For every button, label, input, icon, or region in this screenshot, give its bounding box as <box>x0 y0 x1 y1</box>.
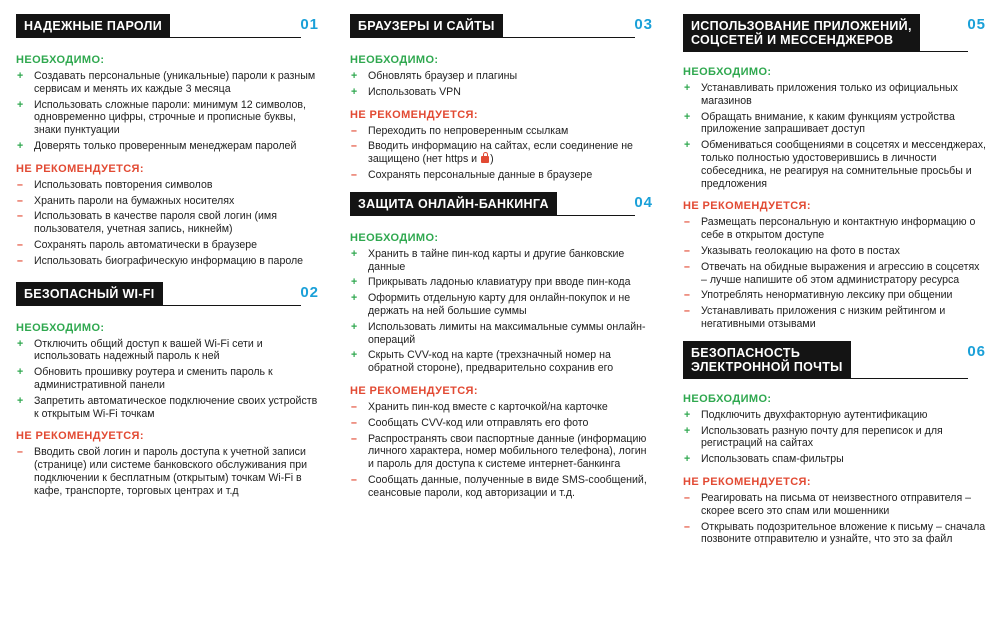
need-item-text: Доверять только проверенным менеджерам паролей <box>34 139 297 152</box>
not-recommended-item <box>16 195 321 208</box>
minus-icon: – <box>17 194 23 207</box>
section-title: БЕЗОПАСНЫЙ WI-FI <box>16 282 163 305</box>
not-recommended-label: НЕ РЕКОМЕНДУЕТСЯ: <box>350 108 478 121</box>
not-recommended-item-text: Хранить пароли на бумажных носителях <box>34 194 235 207</box>
need-label: НЕОБХОДИМО: <box>683 392 772 405</box>
minus-icon: – <box>17 254 23 267</box>
need-item <box>683 409 988 422</box>
header-rule <box>350 37 635 38</box>
section-number: 03 <box>630 16 653 33</box>
not-recommended-list <box>16 446 321 497</box>
need-item <box>350 70 655 83</box>
need-list <box>683 409 988 466</box>
not-recommended-item <box>16 446 321 497</box>
not-recommended-list <box>350 125 655 182</box>
section-01 <box>16 14 321 268</box>
column-1 <box>16 14 321 508</box>
need-label: НЕОБХОДИМО: <box>16 54 105 66</box>
not-recommended-item <box>683 261 988 287</box>
plus-icon: + <box>351 85 358 98</box>
plus-icon: + <box>351 276 358 289</box>
need-list <box>16 70 321 153</box>
plus-icon: + <box>351 349 358 362</box>
need-item-text: Скрыть CVV-код на карте (трехзначный номер на обратной стороне), предварительно сохранив его <box>368 349 614 375</box>
need-item-text: Устанавливать приложения только из официальных магазинов <box>701 82 958 107</box>
need-item-text: Использовать разную почту для переписок и для регистраций на сайтах <box>701 424 943 450</box>
minus-icon: – <box>684 520 690 533</box>
need-item-text: Обмениваться сообщениями в соцсетях и мессенджерах, только полностью удостоверившись в личности собеседника, не реагируя на сомнительные просьбы и предложения <box>701 139 986 190</box>
plus-icon: + <box>684 424 691 437</box>
need-item <box>16 140 321 153</box>
need-item <box>683 139 988 190</box>
minus-icon: – <box>684 244 690 257</box>
minus-icon: – <box>351 432 357 445</box>
section-header <box>683 341 988 379</box>
minus-icon: – <box>684 491 690 504</box>
plus-icon: + <box>17 98 24 111</box>
not-recommended-item <box>350 433 655 471</box>
not-recommended-item-text: Сообщать данные, полученные в виде SMS-сообщений, сеансовые пароли, код авторизации и т.д. <box>368 473 647 499</box>
need-item <box>350 86 655 99</box>
not-recommended-item-text: Хранить пин-код вместе с карточкой/на карточке <box>368 400 608 413</box>
section-number: 06 <box>963 343 986 360</box>
section-number: 04 <box>630 194 653 211</box>
plus-icon: + <box>17 366 24 379</box>
plus-icon: + <box>684 408 691 421</box>
need-item <box>350 276 655 289</box>
plus-icon: + <box>351 320 358 333</box>
not-recommended-item-text: Указывать геолокацию на фото в постах <box>701 244 900 257</box>
not-recommended-label: НЕ РЕКОМЕНДУЕТСЯ: <box>350 384 478 397</box>
need-label: НЕОБХОДИМО: <box>16 321 105 334</box>
not-recommended-item-text: Использовать повторения символов <box>34 178 213 191</box>
need-item-text: Хранить в тайне пин-код карты и другие банковские данные <box>368 247 625 273</box>
need-item <box>16 395 321 421</box>
need-item-text: Создавать персональные (уникальные) пароли к разным сервисам и менять их каждые 3 месяца <box>34 70 316 95</box>
section-header <box>683 14 988 52</box>
need-item <box>350 248 655 274</box>
not-recommended-item <box>683 305 988 331</box>
need-item-text: Оформить отдельную карту для онлайн-покупок и не держать на ней большие суммы <box>368 292 631 317</box>
need-label: НЕОБХОДИМО: <box>683 66 772 78</box>
section-title: НАДЕЖНЫЕ ПАРОЛИ <box>16 14 170 37</box>
plus-icon: + <box>684 82 691 94</box>
minus-icon: – <box>17 238 23 251</box>
section-number: 01 <box>296 16 319 33</box>
need-list <box>350 248 655 375</box>
section-title: ИСПОЛЬЗОВАНИЕ ПРИЛОЖЕНИЙ, СОЦСЕТЕЙ И МЕССЕНДЖЕРОВ <box>683 14 920 51</box>
plus-icon: + <box>684 110 691 123</box>
not-recommended-item-text: Открывать подозрительное вложение к письму – сначала позвоните отправителю и узнайте, что это за файл <box>701 520 986 546</box>
section-header <box>350 14 655 40</box>
minus-icon: – <box>684 260 690 273</box>
not-recommended-item <box>683 289 988 302</box>
not-recommended-label: НЕ РЕКОМЕНДУЕТСЯ: <box>16 430 144 443</box>
plus-icon: + <box>17 139 24 152</box>
not-recommended-item-text: Отвечать на обидные выражения и агрессию в соцсетях – лучше напишите об этом администратору ресурса <box>701 260 980 286</box>
section-header <box>16 14 321 40</box>
not-recommended-item <box>16 255 321 268</box>
not-recommended-item-text: Использовать в качестве пароля свой логин (имя пользователя, учетная запись, никнейм) <box>34 210 277 236</box>
need-item <box>350 349 655 375</box>
need-item <box>350 321 655 347</box>
minus-icon: – <box>351 140 357 153</box>
not-recommended-item <box>16 239 321 252</box>
section-03 <box>350 14 655 182</box>
need-item-text: Отключить общий доступ к вашей Wi-Fi сети и использовать надежный пароль к ней <box>34 337 263 363</box>
plus-icon: + <box>684 139 691 152</box>
not-recommended-item <box>683 216 988 242</box>
not-recommended-item-text: Вводить свой логин и пароль доступа к учетной записи (странице) или системе банковского обслуживания при подключении к бесплатным (открытым) точкам Wi-Fi в кафе, транспорте, торговых центрах и т.д <box>34 446 308 497</box>
need-label: НЕОБХОДИМО: <box>350 231 439 244</box>
not-recommended-item-text: Распространять свои паспортные данные (информацию личного характера, номер мобильного телефона), логин и пароль для доступа к системе интернет-банкинга <box>368 432 647 471</box>
need-item <box>16 99 321 137</box>
not-recommended-label: НЕ РЕКОМЕНДУЕТСЯ: <box>683 200 811 213</box>
plus-icon: + <box>351 292 358 305</box>
need-item-text: Прикрывать ладонью клавиатуру при вводе пин-кода <box>368 276 631 289</box>
not-recommended-item <box>16 210 321 236</box>
not-recommended-item <box>350 417 655 430</box>
not-recommended-list <box>350 401 655 500</box>
need-item-text: Запретить автоматическое подключение своих устройств к открытым Wi-Fi точкам <box>34 394 318 420</box>
not-recommended-item-text: Сохранять персональные данные в браузере <box>368 168 593 181</box>
header-rule <box>16 305 301 306</box>
need-item <box>16 70 321 96</box>
section-05 <box>683 14 988 331</box>
not-recommended-item-text: Употреблять ненормативную лексику при общении <box>701 289 953 302</box>
not-recommended-item <box>350 125 655 138</box>
not-recommended-item-text: Устанавливать приложения с низким рейтингом и негативными отзывами <box>701 305 946 330</box>
not-recommended-list <box>683 216 988 330</box>
minus-icon: – <box>351 400 357 413</box>
need-item-text: Обновить прошивку роутера и сменить пароль к административной панели <box>34 366 273 391</box>
header-rule <box>16 37 301 38</box>
not-recommended-item <box>350 401 655 414</box>
plus-icon: + <box>17 394 24 407</box>
minus-icon: – <box>351 168 357 181</box>
need-list <box>350 70 655 99</box>
lock-icon <box>481 156 489 163</box>
need-item-text: Использовать спам-фильтры <box>701 453 844 466</box>
minus-icon: – <box>684 305 690 318</box>
section-number: 02 <box>296 284 319 301</box>
section-02 <box>16 282 321 498</box>
section-header <box>350 192 655 218</box>
need-item <box>683 111 988 137</box>
need-item-text: Использовать сложные пароли: минимум 12 символов, одновременно цифры, строчные и прописные буквы, знаки пунктуации <box>34 98 306 137</box>
column-2 <box>350 14 655 510</box>
minus-icon: – <box>684 216 690 229</box>
minus-icon: – <box>17 178 23 191</box>
need-item-text: Подключить двухфакторную аутентификацию <box>701 408 928 421</box>
need-label: НЕОБХОДИМО: <box>350 54 439 66</box>
plus-icon: + <box>351 70 358 82</box>
section-04 <box>350 192 655 500</box>
plus-icon: + <box>17 70 24 82</box>
not-recommended-item <box>683 492 988 518</box>
not-recommended-list <box>16 179 321 268</box>
not-recommended-item-text: Использовать биографическую информацию в пароле <box>34 254 304 267</box>
minus-icon: – <box>351 124 357 137</box>
not-recommended-item <box>350 474 655 500</box>
not-recommended-list <box>683 492 988 546</box>
need-item <box>16 338 321 364</box>
need-item <box>683 453 988 466</box>
section-title: ЗАЩИТА ОНЛАЙН-БАНКИНГА <box>350 192 557 215</box>
need-list <box>16 338 321 421</box>
need-item-text: Использовать лимиты на максимальные суммы онлайн-операций <box>368 320 646 346</box>
not-recommended-item-text: Сообщать CVV-код или отправлять его фото <box>368 416 589 429</box>
not-recommended-item-text: Сохранять пароль автоматически в браузере <box>34 238 258 251</box>
not-recommended-item-text: Размещать персональную и контактную информацию о себе в открытом доступе <box>701 216 976 242</box>
not-recommended-item <box>16 179 321 192</box>
section-06 <box>683 341 988 546</box>
not-recommended-label: НЕ РЕКОМЕНДУЕТСЯ: <box>16 162 144 175</box>
minus-icon: – <box>17 210 23 223</box>
section-header <box>16 282 321 308</box>
not-recommended-item-text: Вводить информацию на сайтах, если соединение не защищено (нет https и <box>368 140 633 166</box>
minus-icon: – <box>17 446 23 459</box>
not-recommended-label: НЕ РЕКОМЕНДУЕТСЯ: <box>683 475 811 488</box>
need-item-text: Обращать внимание, к каким функциям устройства приложение запрашивает доступ <box>701 110 955 136</box>
minus-icon: – <box>351 473 357 486</box>
not-recommended-item <box>350 169 655 182</box>
not-recommended-item-suffix: ) <box>490 153 494 166</box>
plus-icon: + <box>684 453 691 466</box>
header-rule <box>350 215 635 216</box>
need-item <box>16 366 321 392</box>
need-list <box>683 82 988 190</box>
not-recommended-item <box>350 140 655 166</box>
section-title: БРАУЗЕРЫ И САЙТЫ <box>350 14 503 37</box>
column-3 <box>683 14 988 556</box>
need-item <box>350 292 655 318</box>
need-item-text: Использовать VPN <box>368 85 461 98</box>
plus-icon: + <box>351 247 358 260</box>
section-number: 05 <box>963 16 986 33</box>
not-recommended-item <box>683 521 988 547</box>
section-title: БЕЗОПАСНОСТЬ ЭЛЕКТРОННОЙ ПОЧТЫ <box>683 341 851 378</box>
not-recommended-item-text: Переходить по непроверенным ссылкам <box>368 124 569 137</box>
minus-icon: – <box>351 416 357 429</box>
header-rule <box>683 378 968 379</box>
need-item <box>683 82 988 108</box>
need-item <box>683 425 988 451</box>
minus-icon: – <box>684 289 690 302</box>
plus-icon: + <box>17 337 24 350</box>
need-item-text: Обновлять браузер и плагины <box>368 70 518 82</box>
not-recommended-item-text: Реагировать на письма от неизвестного отправителя – скорее всего это спам или мошенники <box>701 491 972 517</box>
header-rule <box>683 51 968 52</box>
not-recommended-item <box>683 245 988 258</box>
